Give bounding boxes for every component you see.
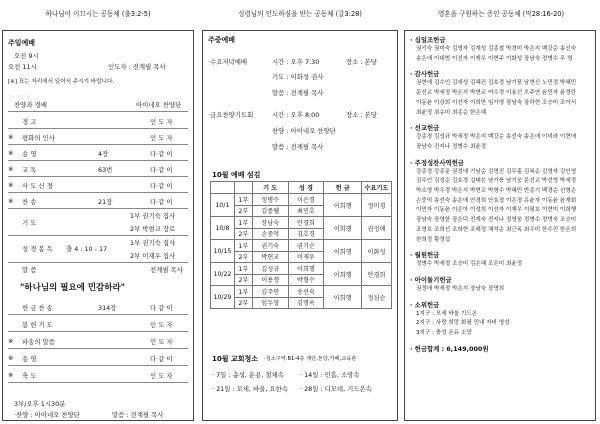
duty-header	[211, 182, 235, 194]
wed-prayer: 기도 : 이화성 권사	[272, 73, 324, 81]
offering-section-title: · 아이돌기헌금	[410, 275, 452, 284]
duty-part: 1부	[234, 286, 252, 298]
order-divider	[8, 128, 188, 129]
order-divider	[8, 144, 188, 145]
reading-1: 1부 권기숙 집사	[130, 239, 176, 247]
duty-date: 10/1	[211, 194, 235, 217]
duty-part: 2부	[234, 251, 252, 263]
duty-wed-prayer: 정심순	[362, 286, 392, 309]
duty-scripture: 이은경	[288, 194, 324, 206]
duty-wed-prayer: 권정애	[362, 217, 392, 240]
order-label: 평화의 인사	[22, 134, 55, 142]
order-label: 송 영	[22, 355, 37, 363]
duty-offering: 이희행	[324, 263, 362, 286]
service-time-1: 오전 9시	[14, 52, 39, 60]
order-divider	[8, 365, 188, 366]
wed-place: 장소 : 본당	[346, 58, 377, 66]
prayer-2: 2부 박현교 장로	[130, 225, 176, 233]
duty-row	[211, 194, 392, 206]
clean-week-3: · 21일 : 모세, 바울, 요한속	[212, 385, 288, 393]
col2-header: 성령님의 인도하심을 받는 공동체 (갈3:28)	[238, 10, 362, 18]
service-title: 주일예배	[8, 39, 36, 47]
order-label: 축 도	[22, 372, 37, 380]
order-divider	[8, 192, 188, 193]
order-divider	[8, 160, 188, 161]
offering-section-title: · 십일조헌금	[410, 36, 446, 44]
duty-row	[211, 217, 392, 229]
duty-scripture: 김호경	[288, 228, 324, 240]
reading-2: 2부 이재우 집사	[130, 252, 176, 260]
duty-offering: 이희행	[324, 286, 362, 309]
offering-section-body: 강종경 김성규 박세정 박은지 백강순 송선숙 송은애 이미라 이현애 장남숙 진지나 정병수 최윤정	[416, 134, 577, 150]
duty-date: 10/22	[211, 263, 235, 286]
duty-part: 2부	[234, 228, 252, 240]
duty-part: 2부	[234, 274, 252, 286]
order-divider	[8, 348, 188, 349]
duty-part: 1부	[234, 194, 252, 206]
duty-prayer: 박현교	[252, 251, 288, 263]
order-divider	[8, 176, 188, 177]
clean-week-1: · 7일 : 총성, 운용, 철체속	[212, 371, 284, 379]
duty-scripture: 김명옥	[288, 297, 324, 309]
duty-row	[211, 240, 392, 252]
third-service-choir: ·찬양 : 아이네오 찬양단	[14, 411, 80, 419]
offering-section-title: · 소위헌금	[410, 300, 440, 309]
order-person: 다 같 이	[150, 182, 173, 190]
duty-wed-prayer: 안경희	[362, 263, 392, 286]
duty-part: 2부	[234, 205, 252, 217]
order-value: 63번	[98, 166, 113, 174]
order-label: 경 고	[22, 118, 37, 126]
duty-scripture: 이재우	[288, 251, 324, 263]
order-person: 인 도 자	[150, 338, 173, 346]
duty-prayer: 김성규	[252, 263, 288, 275]
prayer-1: 1부 권기숙 집사	[130, 212, 176, 220]
order-value: 4장	[98, 150, 109, 158]
duty-prayer: 임두영	[252, 297, 288, 309]
offering-section-title: · 월원헌금	[410, 251, 440, 260]
clean-week-2: · 14일 : 민흠, 소망속	[300, 371, 360, 379]
duty-part: 2부	[234, 297, 252, 309]
duty-header	[234, 182, 252, 194]
clean-title: 10월 교회청소	[212, 355, 258, 363]
offering-section-body: 1지구 : 모세 바울 기드온 2지구 : 사랑 희망 화평 민내 자비 영성 3지구 : 충성 온유 소망	[416, 310, 510, 337]
reading-label: 성 경 봉 독	[22, 245, 53, 253]
duty-part: 1부	[234, 263, 252, 275]
duty-prayer: 권기숙	[252, 240, 288, 252]
clean-note: ·청소구역:B1-4층 계단,본당,카페,교육관	[264, 356, 357, 362]
fri-place: 장소 : 본당	[346, 111, 377, 119]
duty-table	[210, 181, 392, 309]
duty-part: 1부	[234, 217, 252, 229]
offering-section-title: · 헌금합계 : 6,149,000원	[410, 344, 489, 353]
duty-scripture: 송선숙	[288, 286, 324, 298]
order-person: 다 같 이	[150, 355, 173, 363]
duty-prayer: 김종웰	[252, 205, 288, 217]
duty-scripture: 이희행	[288, 263, 324, 275]
third-service-time: 3부/오후 1시30분	[14, 400, 66, 408]
wed-time: 시간 : 오후 7:30	[272, 58, 320, 66]
duty-title: 10월 예배 섬김	[212, 171, 261, 179]
sermon-title: "하나님의 필요에 민감하라"	[20, 283, 126, 293]
order-mark: ※	[8, 149, 14, 157]
order-person: 인 도 자	[150, 321, 173, 329]
duty-date: 10/29	[211, 286, 235, 309]
sermon-value: 전계필 목사	[150, 266, 183, 274]
order-divider	[8, 382, 188, 383]
offering-section-body: 권정애 박세정 박은지 장남숙 장명희	[416, 285, 505, 292]
order-value: 314장	[98, 304, 117, 312]
duty-header: 헌 금	[324, 182, 362, 194]
duty-date: 10/15	[211, 240, 235, 263]
offering-section-body: 강종경 강종운 권정애 기남순 김명진 김무홍 김복순 김영자 김인영 김수인 김정순 김호경 김태은 남기풍 남기웅 문선교 박선영 박세정 박소영 박우경 박은지 박현교 박형수 박혜민 반종기 백경순 선형순 손중억 송선숙 송은애 안경희 안호정 이은경 유윤자 이동윤 윤재회 이민자 이동윤 이은아 이성희 이선자 이재우 이평호 이현미 이희행 장남숙 장영한 장은덕 전계숙 전지나 정영웅 정병수 정명숙 조승미 조영호 조희선 조희현 조해정 채석순 최근옥 최우미 한수진 한은희 한희정 황정섭	[416, 168, 577, 243]
order-divider	[8, 208, 188, 209]
order-divider	[8, 331, 188, 332]
order-mark: ※	[8, 337, 14, 345]
sermon-label: 말 씀	[22, 266, 37, 274]
order-person: 다 같 이	[150, 198, 173, 206]
service-leader: 인도자 : 전계필 목사	[108, 63, 166, 71]
clean-week-4: · 28일 : 디모데, 기드온속	[300, 385, 372, 393]
duty-prayer: 김주연	[252, 286, 288, 298]
duty-scripture: 권기순	[288, 240, 324, 252]
fri-label: ·금요찬양기도회	[208, 111, 254, 119]
offering-section-body: 권현애 김수인 김애성 김혜진 김호경 남기풍 남현신 노민정 박혜민 문선교 박세정 박은지 박현교 여수경 이용선 오주연 윤민자 윤정란 이동윤 이상희 이선자 이희만 임가영 장남숙 장하현 조승미 조이서 최윤정 최유미 최종순 한은혜	[416, 80, 577, 116]
duty-wed-prayer: 정미경	[362, 194, 392, 217]
duty-row	[211, 263, 392, 275]
offering-section-title: · 주정성찬사역헌금	[410, 158, 465, 167]
order-value: 21장	[98, 198, 113, 206]
order-mark: ※	[8, 371, 14, 379]
order-mark: ※	[8, 354, 14, 362]
duty-wed-prayer: 이화성	[362, 240, 392, 263]
duty-offering: 이희행	[324, 217, 362, 240]
duty-offering: 이희행	[324, 194, 362, 217]
weekday-title: 주중예배	[208, 36, 236, 44]
col3-header: 영혼을 구원하는 증인 공동체 (막28:16-20)	[437, 10, 565, 18]
order-person: 인 도 자	[150, 118, 173, 126]
offering-section-title: · 감사헌금	[410, 70, 440, 79]
prelude-label: 전 주 곡	[8, 94, 31, 102]
duty-scripture: 박형수	[288, 274, 324, 286]
prayer-label: 기 도	[22, 219, 37, 227]
duty-part: 1부	[234, 240, 252, 252]
order-mark: ※	[8, 181, 14, 189]
fri-time: 시간 : 오후 8:00	[272, 111, 320, 119]
fri-word: 말씀 : 전계필 목사	[272, 143, 324, 151]
duty-prayer: 정병수	[252, 194, 288, 206]
col1-header: 하나님이 이끄시는 공동체 (출3:2-5)	[45, 10, 151, 18]
order-mark: ※	[8, 165, 14, 173]
duty-header: 기 도	[252, 182, 288, 194]
duty-header: 수요기도	[362, 182, 392, 194]
duty-offering: 이희행	[324, 240, 362, 263]
order-person: 다 같 이	[150, 166, 173, 174]
standing-note: [※] 표는 자리에서 일어서 주시기 바랍니다.	[8, 79, 115, 85]
offering-sections	[410, 35, 592, 354]
offering-section-title: · 선교헌금	[410, 124, 440, 133]
order-person: 다 같 이	[150, 304, 173, 312]
reading-value: 출 4 : 10 - 17	[66, 245, 108, 253]
order-label: 찬 송	[22, 198, 37, 206]
order-label: 송 영	[22, 150, 37, 158]
duty-scripture: 안경희	[288, 217, 324, 229]
service-time-2: 오전 11시	[8, 63, 37, 71]
duty-date: 10/8	[211, 217, 235, 240]
offering-section-body: 정병수 박세정 조승미 김은혜 조은미 최윤정	[416, 261, 523, 268]
duty-header: 성 경	[288, 182, 324, 194]
wed-word: 말씀 : 전계필 목사	[272, 89, 324, 97]
fri-lead: 찬양 : 아이네오 찬양단	[272, 127, 336, 135]
order-label: 헌 금 찬 송	[22, 304, 53, 312]
choir-value: 아이네오 찬양단	[136, 101, 182, 109]
choir-label: 찬양과 경배	[14, 101, 47, 109]
order-label: 사 도 신 경	[22, 182, 53, 190]
duty-prayer: 장남숙	[252, 217, 288, 229]
duty-scripture: 최민호	[288, 205, 324, 217]
order-person: 다 같 이	[150, 150, 173, 158]
order-label: 파송의 말씀	[22, 338, 55, 346]
third-service-word: 말씀 : 전계필 목사	[112, 411, 164, 419]
wed-label: ·수요저녁예배	[208, 58, 248, 66]
order-divider	[8, 314, 188, 315]
order-person: 인 도 자	[150, 134, 173, 142]
order-label: 봉 헌 기 도	[22, 321, 53, 329]
order-person: 인 도 자	[150, 372, 173, 380]
duty-prayer: 이용쟁	[252, 274, 288, 286]
duty-row	[211, 286, 392, 298]
duty-prayer: 손중억	[252, 228, 288, 240]
order-mark: ※	[8, 133, 14, 141]
offering-section-body: 권기숙 권미숙 김영자 김계성 김종철 박경미 박은지 백강순 송선숙 송은애 이대범 이선자 이재우 이현주 이화성 장남숙 정병수 무 명	[416, 46, 577, 62]
order-mark: ※	[8, 197, 14, 205]
order-label: 교 독	[22, 166, 37, 174]
